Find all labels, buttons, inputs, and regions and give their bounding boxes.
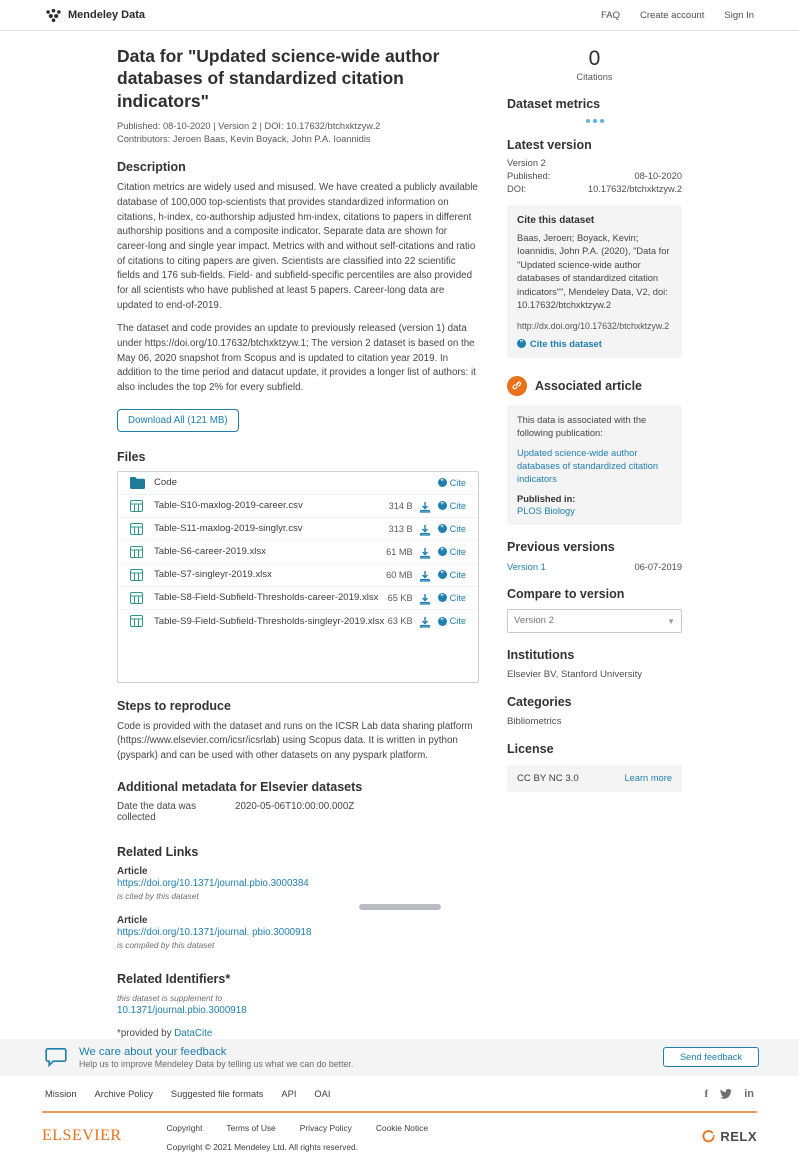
site-header (0, 0, 799, 31)
journal-link[interactable]: PLOS Biology (517, 505, 575, 516)
cite-icon: ” (438, 478, 447, 487)
file-name[interactable]: Table-S6-career-2019.xlsx (154, 546, 266, 558)
feedback-subtitle: Help us to improve Mendeley Data by telling us what we can do better. (79, 1058, 354, 1069)
license-learn-more-link[interactable]: Learn more (624, 773, 672, 784)
paperclip-icon (507, 376, 527, 396)
version-1-date: 06-07-2019 (634, 561, 682, 572)
associated-article-header (507, 376, 682, 396)
citations-block (507, 47, 682, 82)
description-paragraph-2: The dataset and code provides an update to previously released (version 1) data under https://doi.org/10.17632/btchxktzyw.1; The version 2 dataset is based on the May 06, 2020 snapshot from Scopus and is updated to citation year 2019. In addition to the time period and datacut update, it provides a longer list of authors: it also includes the top 2% for every subfield. (117, 323, 476, 394)
nav-faq[interactable]: FAQ (600, 9, 620, 21)
cite-button[interactable]: ” Cite (438, 616, 466, 626)
doi-label: DOI: (507, 184, 527, 194)
published-in-label: Published in: (517, 493, 576, 504)
dataset-metrics-heading: Dataset metrics (507, 97, 601, 111)
latest-version-value: Version 2 (507, 158, 546, 168)
footer-nav-api[interactable]: API (281, 1088, 297, 1099)
categories-value: Bibliometrics (507, 715, 562, 727)
cite-dataset-card (507, 205, 682, 358)
footer-nav (0, 1076, 799, 1109)
cite-icon: ” (517, 339, 526, 348)
cite-button[interactable]: ” Cite (438, 524, 466, 534)
citations-count: 0 (588, 47, 601, 70)
related-link-item (117, 866, 479, 901)
cite-icon: ” (438, 570, 447, 579)
nav-create-account[interactable]: Create account (639, 9, 705, 21)
cite-card-heading: Cite this dataset (517, 215, 595, 226)
previous-version-row (507, 562, 682, 572)
twitter-icon[interactable] (720, 1089, 732, 1099)
cite-button[interactable]: ” Cite (438, 547, 466, 557)
cite-this-dataset-button[interactable]: ” Cite this dataset (517, 339, 672, 349)
footer-privacy-link[interactable]: Privacy Policy (299, 1122, 352, 1133)
file-size: 65 KB (387, 592, 413, 603)
associated-article-card (507, 405, 682, 525)
file-size: 313 B (388, 523, 413, 534)
files-heading: Files (117, 449, 146, 464)
associated-article-intro: This data is associated with the following publication: (517, 414, 647, 438)
provided-by-line: *provided by DataCite (117, 1027, 213, 1039)
steps-body: Code is provided with the dataset and runs on the ICSR Lab data sharing platform (https://www.elsevier.com/icsr/icsrlab) using Scopus data. It is written in python (pyspark) and can be used with other datasets on any pyspark platform. (117, 720, 473, 762)
related-link-note: is compiled by this dataset (117, 939, 215, 950)
spreadsheet-file-icon (130, 615, 145, 628)
related-links-heading: Related Links (117, 844, 199, 859)
feedback-text (79, 1046, 353, 1069)
linkedin-icon[interactable]: in (744, 1087, 754, 1100)
footer-nav-suggested-file-formats[interactable]: Suggested file formats (170, 1088, 264, 1099)
speech-bubble-icon (45, 1047, 67, 1067)
footer-nav-oai[interactable]: OAI (314, 1088, 331, 1099)
folder-icon (130, 476, 145, 489)
citations-label: Citations (576, 72, 613, 82)
license-value: CC BY NC 3.0 (517, 772, 579, 784)
facebook-icon[interactable]: f (704, 1087, 709, 1100)
file-size: 60 MB (386, 569, 413, 580)
spreadsheet-file-icon (130, 591, 145, 604)
page-bottom-indicator (359, 904, 441, 910)
feedback-title: We care about your feedback (79, 1045, 227, 1058)
cite-button[interactable]: ” Cite (438, 501, 466, 511)
citation-doi-url[interactable]: http://dx.doi.org/10.17632/btchxktzyw.2 (517, 320, 670, 331)
related-link-type: Article (117, 865, 148, 877)
download-icon[interactable] (419, 523, 431, 535)
copyright-line: Copyright © 2021 Mendeley Ltd. All rights reserved. (166, 1141, 358, 1152)
mendeley-data-logo[interactable] (45, 8, 145, 23)
file-size: 314 B (388, 500, 413, 511)
latest-version-details (507, 158, 682, 194)
main-content (0, 31, 799, 1039)
spreadsheet-file-icon (130, 499, 145, 512)
footer-nav-archive-policy[interactable]: Archive Policy (94, 1088, 153, 1099)
compare-version-control (507, 609, 682, 633)
brand-name: Mendeley Data (68, 9, 146, 21)
feedback-bar (0, 1039, 799, 1076)
associated-article-heading: Associated article (535, 378, 642, 393)
header-nav (601, 10, 754, 21)
additional-metadata-heading: Additional metadata for Elsevier datasets (117, 779, 363, 794)
page-title: Data for "Updated science-wide author databases of standardized citation indicators" (117, 46, 440, 111)
related-link-url[interactable]: https://doi.org/10.1371/journal.pbio.3000384 (117, 877, 309, 889)
file-row[interactable] (118, 587, 478, 610)
related-identifier-doi[interactable]: 10.1371/journal.pbio.3000918 (117, 1004, 247, 1016)
file-row[interactable] (118, 541, 478, 564)
file-size: 61 MB (386, 546, 413, 557)
legal-links (167, 1123, 428, 1133)
file-name[interactable]: Table-S10-maxlog-2019-career.csv (154, 500, 303, 512)
dataset-sidebar (507, 31, 682, 1039)
doi-value: 10.17632/btchxktzyw.2 (587, 184, 682, 194)
file-row[interactable] (118, 610, 478, 633)
institutions-heading: Institutions (507, 647, 575, 662)
cite-icon: ” (438, 524, 447, 533)
spreadsheet-file-icon (130, 545, 145, 558)
version-1-link[interactable]: Version 1 (507, 561, 546, 572)
latest-version-heading: Latest version (507, 138, 592, 152)
file-name[interactable]: Table-S8-Field-Subfield-Thresholds-career-2019.xlsx (154, 592, 379, 604)
metadata-row (117, 801, 479, 823)
cite-icon: ” (438, 547, 447, 556)
file-row[interactable] (118, 495, 478, 518)
description-paragraph-1: Citation metrics are widely used and misused. We have created a publicly available database of 100,000 top-scientists that provides standardized information on citations, h-index, co-authorship adjusted hm-index, citations to papers in different authorship positions and a composite indicator. Separate data are shown for career-long and single year impact. Metrics with and without self-citations and ratio of citations to citing papers are given. Scientists are classified into 22 scientific fields and 176 sub-fields. Field- and subfield-specific percentiles are also provided for all scientists who have published at least 5 papers. Career-long data are updated to end-of-2019. (117, 182, 478, 311)
file-name[interactable]: Table-S11-maxlog-2019-singlyr.csv (154, 523, 303, 535)
related-link-type: Article (117, 914, 148, 926)
file-name[interactable]: Table-S7-singleyr-2019.xlsx (154, 569, 272, 581)
footer-terms-link[interactable]: Terms of Use (226, 1122, 276, 1133)
related-link-note: is cited by this dataset (117, 890, 199, 901)
relx-logo-icon (701, 1129, 716, 1144)
related-link-url[interactable]: https://doi.org/10.1371/journal. pbio.3000918 (117, 926, 312, 938)
metadata-value: 2020-05-06T10:00:00.000Z (235, 800, 355, 812)
contributors-line: Contributors: Jeroen Baas, Kevin Boyack, John P.A. Ioannidis (117, 134, 371, 145)
dataset-main-column (117, 31, 479, 1039)
mendeley-logo-icon (45, 8, 62, 23)
file-row[interactable] (118, 564, 478, 587)
site-footer (0, 1076, 799, 1164)
related-identifier-note: this dataset is supplement to (117, 992, 223, 1003)
spreadsheet-file-icon (130, 522, 145, 535)
cite-icon: ” (438, 593, 447, 602)
file-name[interactable]: Code (154, 477, 177, 489)
download-all-button[interactable]: Download All (121 MB) (117, 409, 239, 432)
footer-cookie-link[interactable]: Cookie Notice (375, 1122, 428, 1133)
files-list (117, 471, 479, 683)
download-icon[interactable] (419, 569, 431, 581)
chevron-down-icon: ▼ (667, 616, 675, 626)
download-icon[interactable] (419, 500, 431, 512)
elsevier-logo[interactable]: ELSEVIER (42, 1126, 122, 1144)
metrics-loading-dots (507, 119, 682, 123)
compare-version-heading: Compare to version (507, 586, 625, 601)
social-links (705, 1088, 754, 1100)
published-label: Published: (507, 171, 551, 181)
description-heading: Description (117, 160, 186, 175)
footer-bottom (0, 1113, 799, 1152)
cite-button[interactable]: ” Cite (438, 570, 466, 580)
metadata-label: Date the data was collected (117, 800, 196, 823)
related-link-item (117, 915, 479, 950)
license-heading: License (507, 741, 554, 756)
relx-logo[interactable]: RELX (701, 1129, 757, 1144)
citation-text: Baas, Jeroen; Boyack, Kevin; Ioannidis, John P.A. (2020), "Data for "Updated science-wide author databases of standardized citation indicators"", Mendeley Data, V2, doi: 10.17632/btchxktzyw.2 (517, 233, 670, 311)
download-icon[interactable] (419, 615, 431, 627)
cite-icon: ” (438, 617, 447, 626)
file-name[interactable]: Table-S9-Field-Subfield-Thresholds-singleyr-2019.xlsx (154, 615, 385, 627)
download-icon[interactable] (419, 592, 431, 604)
institutions-value: Elsevier BV, Stanford University (507, 668, 643, 680)
related-identifiers-heading: Related Identifiers* (117, 971, 231, 986)
previous-versions-heading: Previous versions (507, 539, 615, 554)
steps-heading: Steps to reproduce (117, 698, 231, 713)
legal-block (167, 1123, 428, 1152)
published-date: 08-10-2020 (634, 171, 682, 181)
file-row[interactable] (118, 518, 478, 541)
cite-icon: ” (438, 501, 447, 510)
datacite-link[interactable]: DataCite (174, 1027, 213, 1039)
associated-article-link[interactable]: Updated science-wide author databases of standardized citation indicators (517, 447, 659, 484)
cite-button[interactable]: ” Cite (438, 478, 466, 488)
license-box (507, 765, 682, 792)
download-icon[interactable] (419, 546, 431, 558)
compare-version-select[interactable] (507, 609, 682, 633)
categories-heading: Categories (507, 694, 572, 709)
footer-copyright-link[interactable]: Copyright (166, 1122, 203, 1133)
send-feedback-button[interactable]: Send feedback (663, 1047, 759, 1067)
cite-button[interactable]: ” Cite (438, 593, 466, 603)
spreadsheet-file-icon (130, 568, 145, 581)
footer-nav-mission[interactable]: Mission (45, 1088, 77, 1099)
file-size: 63 KB (387, 616, 413, 627)
published-meta-line: Published: 08-10-2020 | Version 2 | DOI: 10.17632/btchxktzyw.2 (117, 121, 381, 132)
nav-sign-in[interactable]: Sign In (724, 9, 754, 21)
file-row-code[interactable] (118, 472, 478, 495)
